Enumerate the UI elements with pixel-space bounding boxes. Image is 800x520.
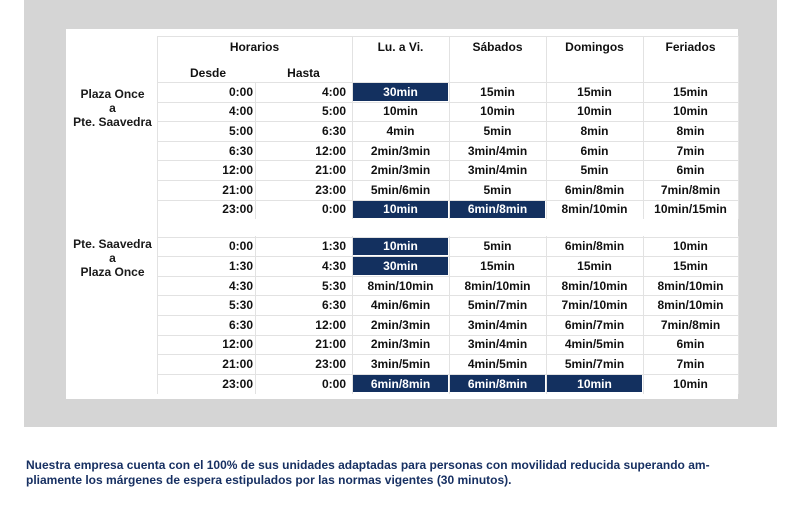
frequency-cell: 15min [480,84,515,99]
frequency-cell: 7min [676,356,705,371]
frequency-cell: 3min/4min [467,317,528,332]
desde-cell: 6:30 [228,317,253,332]
frequency-cell: 3min/5min [370,356,431,371]
route-destination: Pte. Saavedra [73,115,152,129]
column-divider [546,36,547,219]
frequency-cell: 15min [577,84,612,99]
column-divider [643,236,644,394]
desde-cell: 21:00 [222,356,253,371]
frequency-cell: 4min/6min [370,298,431,313]
hasta-cell: 0:00 [321,202,346,217]
desde-cell: 12:00 [222,163,253,178]
desde-cell: 5:00 [228,123,253,138]
frequency-cell: 30min [353,83,448,101]
hasta-cell: 23:00 [315,356,346,371]
frequency-cell: 4min/5min [467,356,528,371]
frequency-cell: 6min/7min [564,317,625,332]
route-origin: Plaza Once [80,87,145,101]
desde-cell: 0:00 [228,84,253,99]
column-divider [449,236,450,394]
hasta-cell: 5:30 [321,278,346,293]
column-divider [738,236,739,394]
column-header-feriados: Feriados [665,40,716,54]
desde-cell: 23:00 [222,202,253,217]
frequency-cell: 8min/10min [657,278,724,293]
column-divider [255,236,256,394]
frequency-cell: 2min/3min [370,317,431,332]
frequency-cell: 2min/3min [370,163,431,178]
route-destination: Plaza Once [80,265,145,279]
horarios-header: Horarios [229,40,280,54]
frequency-cell: 5min/6min [370,182,431,197]
frequency-cell: 3min/4min [467,143,528,158]
frequency-cell: 10min [577,104,612,119]
frequency-cell: 3min/4min [467,163,528,178]
frequency-cell: 5min/7min [564,356,625,371]
frequency-cell: 8min/10min [464,278,531,293]
route-label-once-saavedra [66,87,159,129]
frequency-cell: 6min [580,143,609,158]
desde-cell: 4:30 [228,278,253,293]
frequency-cell: 10min/15min [654,202,727,217]
frequency-cell: 15min [480,258,515,273]
frequency-cell: 10min [673,239,708,254]
frequency-cell: 8min [580,123,609,138]
frequency-cell: 8min [676,123,705,138]
frequency-cell: 8min/10min [561,202,628,217]
desde-cell: 6:30 [228,143,253,158]
frequency-cell: 5min [483,239,512,254]
frequency-cell: 6min [676,163,705,178]
desde-cell: 1:30 [228,258,253,273]
frequency-cell: 15min [673,258,708,273]
frequency-cell: 10min [673,104,708,119]
hasta-cell: 6:30 [321,123,346,138]
desde-cell: 21:00 [222,182,253,197]
column-divider [352,236,353,394]
frequency-cell: 5min [483,123,512,138]
frequency-cell: 3min/4min [467,337,528,352]
desde-cell: 12:00 [222,337,253,352]
column-divider [352,36,353,219]
desde-cell: 23:00 [222,376,253,391]
frequency-cell: 15min [577,258,612,273]
frequency-cell: 8min/10min [367,278,434,293]
hasta-cell: 12:00 [315,317,346,332]
frequency-cell: 10min [547,375,642,393]
hasta-cell: 23:00 [315,182,346,197]
desde-cell: 0:00 [228,239,253,254]
note-line-1: Nuestra empresa cuenta con el 100% de sus unidades adaptadas para personas con movilidad reducida superando am- [26,458,710,472]
frequency-cell: 10min [353,201,448,219]
frequency-cell: 6min/8min [450,201,545,219]
frequency-cell: 8min/10min [657,298,724,313]
desde-cell: 4:00 [228,104,253,119]
frequency-cell: 6min/8min [564,239,625,254]
hasta-cell: 0:00 [321,376,346,391]
column-header-sabados: Sábados [472,40,523,54]
frequency-cell: 6min/8min [353,375,448,393]
frequency-cell: 10min [673,376,708,391]
column-divider [449,36,450,219]
frequency-cell: 2min/3min [370,337,431,352]
hasta-cell: 5:00 [321,104,346,119]
column-divider [255,82,256,219]
hasta-cell: 12:00 [315,143,346,158]
frequency-cell: 10min [480,104,515,119]
frequency-cell: 6min/8min [564,182,625,197]
frequency-cell: 4min/5min [564,337,625,352]
column-divider [546,236,547,394]
frequency-cell: 6min/8min [450,375,545,393]
accessibility-note [26,458,786,488]
column-divider [643,36,644,219]
frequency-cell: 30min [353,257,448,275]
frequency-cell: 2min/3min [370,143,431,158]
desde-cell: 5:30 [228,298,253,313]
frequency-cell: 7min/8min [660,182,721,197]
column-header-domingos: Domingos [565,40,624,54]
desde-header: Desde [189,66,227,80]
frequency-cell: 5min [483,182,512,197]
frequency-cell: 10min [353,238,448,256]
frequency-cell: 15min [673,84,708,99]
route-connector: a [109,251,116,265]
frequency-cell: 5min/7min [467,298,528,313]
frequency-cell: 7min [676,143,705,158]
frequency-cell: 8min/10min [561,278,628,293]
hasta-cell: 21:00 [315,163,346,178]
note-line-2: pliamente los márgenes de espera estipulados por las normas vigentes (30 minutos). [26,473,512,487]
frequency-cell: 10min [383,104,418,119]
hasta-cell: 4:30 [321,258,346,273]
frequency-cell: 7min/8min [660,317,721,332]
frequency-cell: 7min/10min [561,298,628,313]
frequency-cell: 5min [580,163,609,178]
column-header-lu-vi: Lu. a Vi. [377,40,424,54]
frequency-cell: 4min [386,123,415,138]
hasta-cell: 21:00 [315,337,346,352]
route-origin: Pte. Saavedra [73,237,152,251]
column-divider [738,36,739,219]
column-divider [157,36,158,394]
hasta-cell: 6:30 [321,298,346,313]
hasta-cell: 4:00 [321,84,346,99]
frequency-cell: 6min [676,337,705,352]
hasta-cell: 1:30 [321,239,346,254]
route-label-saavedra-once [66,237,159,279]
route-connector: a [109,101,116,115]
hasta-header: Hasta [287,66,320,80]
